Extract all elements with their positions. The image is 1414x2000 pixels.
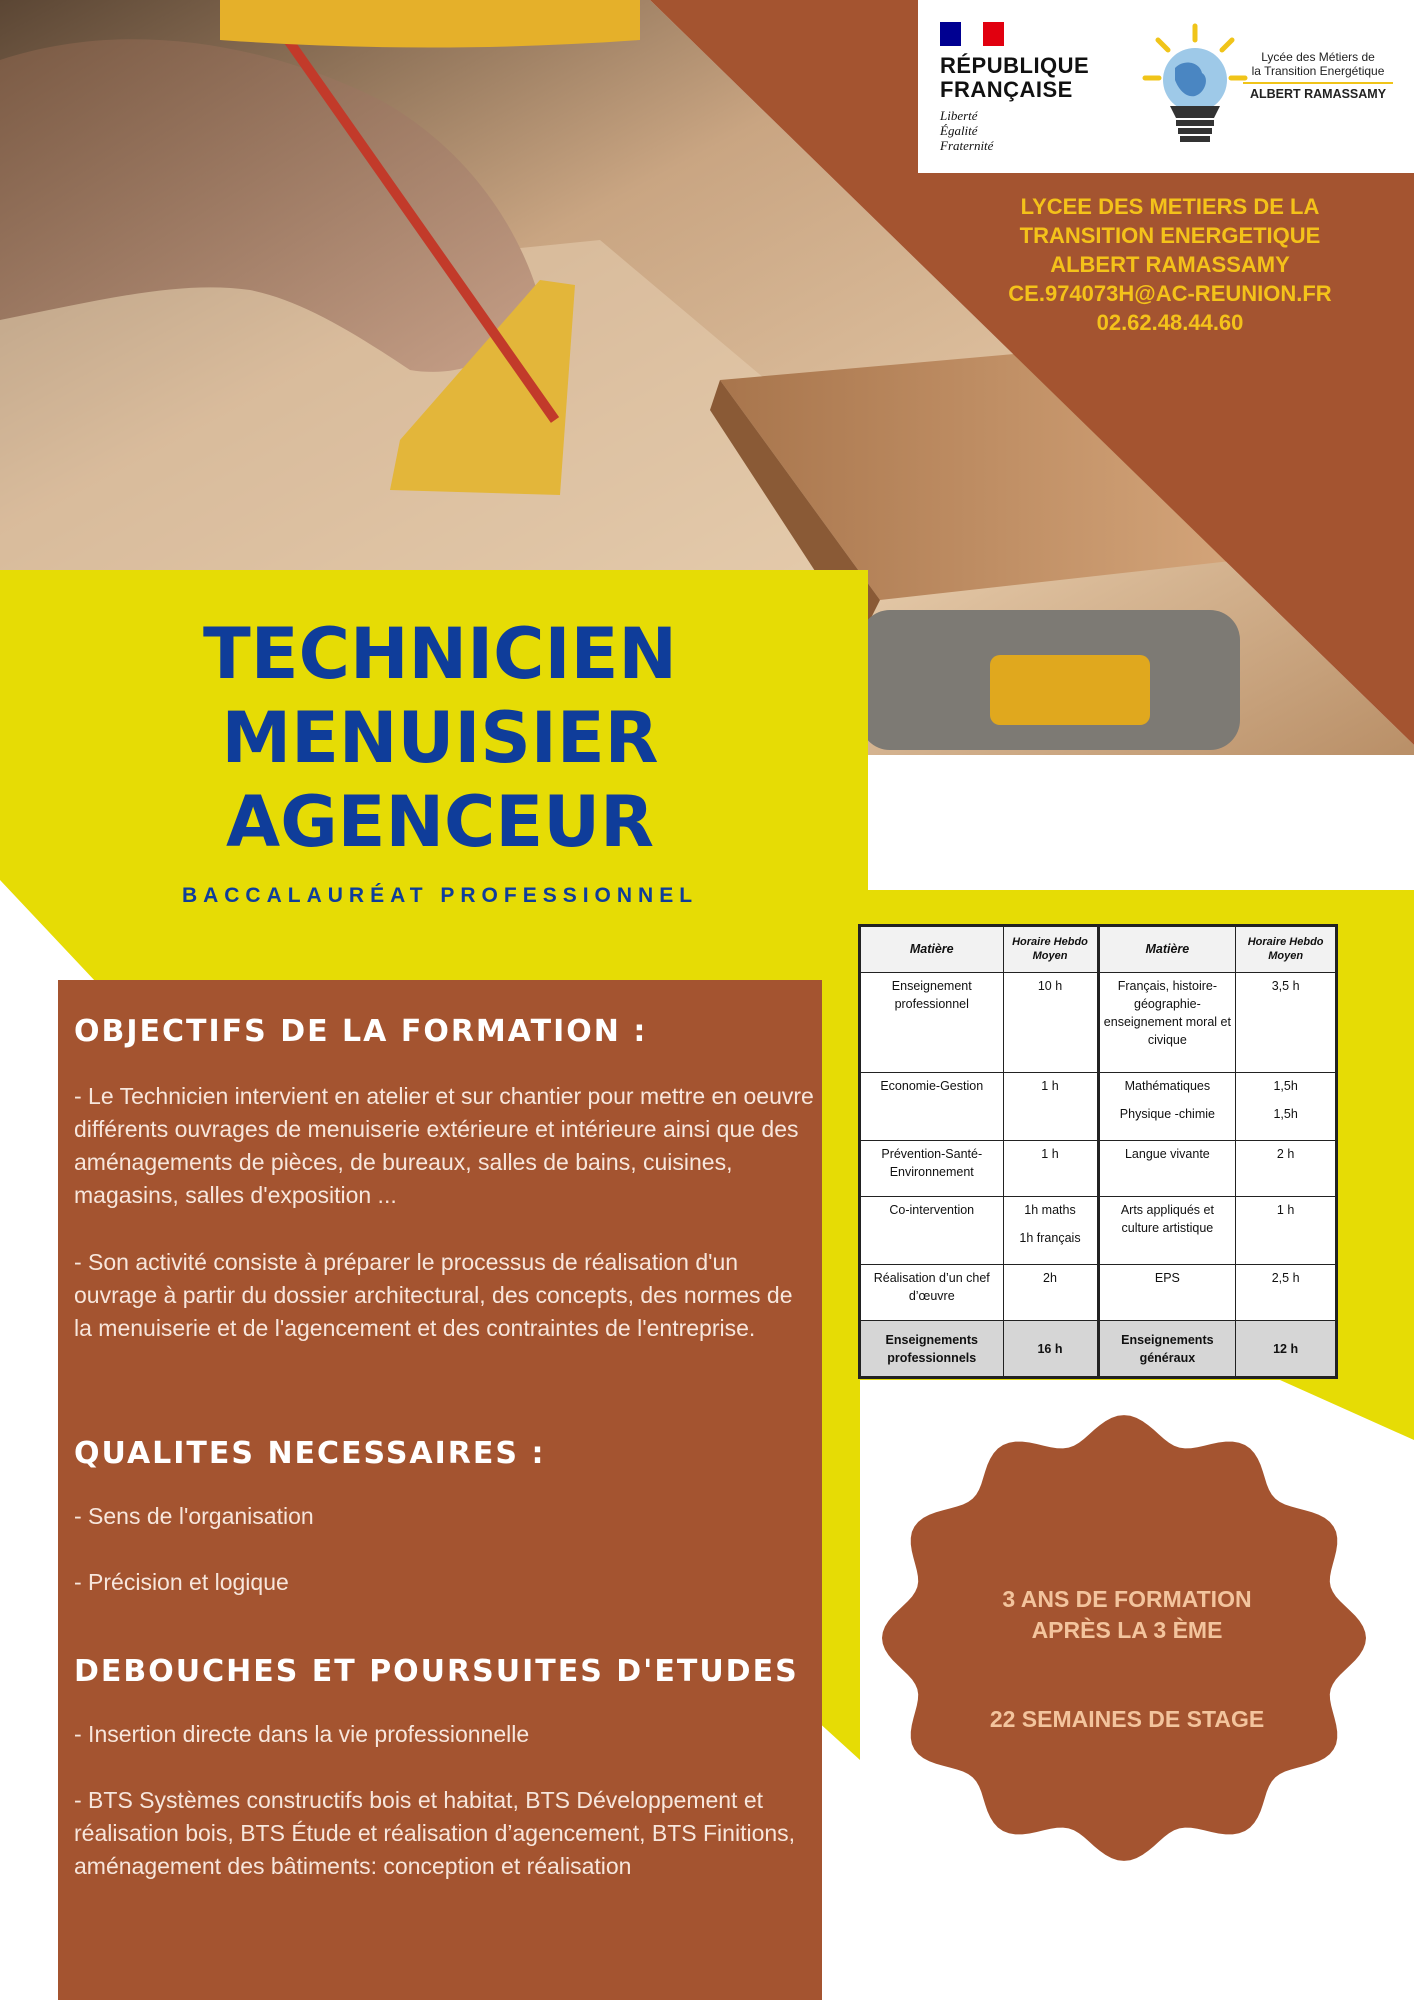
table-header-row bbox=[861, 927, 1336, 973]
qualites-heading: QUALITES NECESSAIRES : bbox=[74, 1436, 546, 1471]
motto-liberte: Liberté bbox=[940, 108, 978, 123]
objectifs-paragraph-2: - Son activité consiste à préparer le processus de réalisation d'un ouvrage à partir du dossier architectural, des concepts, des normes de la menuiserie et de l'agencement et des contraintes de l'entreprise. bbox=[74, 1249, 793, 1341]
title-line1: TECHNICIEN bbox=[203, 613, 677, 695]
total-horaire-1: 16 h bbox=[1003, 1321, 1098, 1377]
republique-line1: RÉPUBLIQUE bbox=[940, 53, 1090, 78]
table-total-row bbox=[861, 1321, 1336, 1377]
contact-email[interactable]: CE.974073H@AC-REUNION.FR bbox=[1008, 281, 1332, 306]
motto-egalite: Égalité bbox=[940, 123, 978, 138]
objectifs-paragraph-1: - Le Technicien intervient en atelier et sur chantier pour mettre en oeuvre différents ouvrages de menuiserie extérieure et intérieure ainsi que des aménagements de pièces, de bureaux, salles de bains, cuisines, magasins, salles d'exposition ... bbox=[74, 1083, 814, 1208]
cell-horaire: 1 h bbox=[1003, 1141, 1098, 1197]
cell-sub-horaire: 1,5h bbox=[1273, 1107, 1298, 1122]
french-flag-icon bbox=[940, 22, 1004, 46]
table-row bbox=[861, 1197, 1336, 1265]
cell-horaire bbox=[1003, 1197, 1098, 1265]
contact-line2: TRANSITION ENERGETIQUE bbox=[1019, 223, 1321, 248]
logo-box bbox=[918, 0, 1414, 173]
cell-matiere: EPS bbox=[1098, 1265, 1236, 1321]
cell-sub-matiere: Physique -chimie bbox=[1119, 1107, 1215, 1122]
objectifs-heading: OBJECTIFS DE LA FORMATION : bbox=[74, 1014, 648, 1049]
cell-sub-horaire: 1h maths bbox=[1024, 1203, 1076, 1218]
total-horaire-2: 12 h bbox=[1236, 1321, 1336, 1377]
debouches-heading: DEBOUCHES ET POURSUITES D'ETUDES bbox=[74, 1654, 799, 1689]
cell-sub-horaire: 1,5h bbox=[1273, 1079, 1298, 1094]
cell-horaire: 1 h bbox=[1236, 1197, 1336, 1265]
page-subtitle: BACCALAURÉAT PROFESSIONNEL bbox=[181, 884, 699, 907]
qualites-item-1: - Sens de l'organisation bbox=[74, 1503, 314, 1529]
cell-horaire: 2h bbox=[1003, 1265, 1098, 1321]
contact-line1: LYCEE DES METIERS DE LA bbox=[1020, 194, 1320, 219]
cell-sub-matiere: Mathématiques bbox=[1124, 1079, 1211, 1094]
lycee-name: ALBERT RAMASSAMY bbox=[1243, 82, 1393, 101]
cell-matiere: Economie-Gestion bbox=[861, 1073, 1004, 1141]
badge-line2: APRÈS LA 3 ÈME bbox=[1031, 1617, 1223, 1643]
cell-matiere: Arts appliqués et culture artistique bbox=[1098, 1197, 1236, 1265]
total-matiere-1: Enseignements professionnels bbox=[861, 1321, 1004, 1377]
lycee-line1: Lycée des Métiers de bbox=[1261, 50, 1375, 64]
cell-matiere: Langue vivante bbox=[1098, 1141, 1236, 1197]
debouches-item-1: - Insertion directe dans la vie professionnelle bbox=[74, 1721, 530, 1747]
table-row bbox=[861, 972, 1336, 1072]
title-line3: AGENCEUR bbox=[226, 781, 654, 863]
cell-horaire bbox=[1236, 1073, 1336, 1141]
contact-block bbox=[960, 192, 1380, 337]
title-line2: MENUISIER bbox=[221, 697, 659, 779]
cell-horaire: 3,5 h bbox=[1236, 972, 1336, 1072]
cell-horaire: 2,5 h bbox=[1236, 1265, 1336, 1321]
badge-line3: 22 SEMAINES DE STAGE bbox=[989, 1706, 1265, 1732]
header-matiere-1: Matière bbox=[861, 927, 1004, 973]
cell-horaire: 2 h bbox=[1236, 1141, 1336, 1197]
cell-matiere: Co-intervention bbox=[861, 1197, 1004, 1265]
table-row bbox=[861, 1073, 1336, 1141]
cell-matiere: Réalisation d’un chef d’œuvre bbox=[861, 1265, 1004, 1321]
cell-horaire: 10 h bbox=[1003, 972, 1098, 1072]
badge-line1: 3 ANS DE FORMATION bbox=[1002, 1586, 1252, 1612]
total-matiere-2: Enseignements généraux bbox=[1098, 1321, 1236, 1377]
qualites-item-2: - Précision et logique bbox=[74, 1569, 289, 1595]
republique-francaise-logo bbox=[940, 22, 1089, 153]
lycee-line2: la Transition Energétique bbox=[1251, 64, 1385, 78]
contact-line3: ALBERT RAMASSAMY bbox=[1050, 252, 1290, 277]
cell-horaire: 1 h bbox=[1003, 1073, 1098, 1141]
page-title bbox=[170, 612, 710, 864]
republique-line2: FRANÇAISE bbox=[940, 77, 1073, 102]
table-row bbox=[861, 1141, 1336, 1197]
table-row bbox=[861, 1265, 1336, 1321]
content-panel bbox=[58, 980, 822, 2000]
cell-matiere bbox=[1098, 1073, 1236, 1141]
cell-matiere: Français, histoire-géographie-enseignement moral et civique bbox=[1098, 972, 1236, 1072]
header-horaire-2: Horaire Hebdo Moyen bbox=[1236, 927, 1336, 973]
cell-matiere: Enseignement professionnel bbox=[861, 972, 1004, 1072]
contact-phone[interactable]: 02.62.48.44.60 bbox=[1096, 310, 1244, 335]
cell-matiere: Prévention-Santé-Environnement bbox=[861, 1141, 1004, 1197]
motto-fraternite: Fraternité bbox=[940, 138, 994, 153]
header-matiere-2: Matière bbox=[1098, 927, 1236, 973]
cell-sub-horaire: 1h français bbox=[1019, 1231, 1081, 1246]
schedule-table bbox=[858, 924, 1338, 1379]
lycee-logo-text bbox=[1243, 50, 1393, 101]
header-horaire-1: Horaire Hebdo Moyen bbox=[1003, 927, 1098, 973]
debouches-item-2: - BTS Systèmes constructifs bois et habitat, BTS Développement et réalisation bois, BTS Étude et réalisation d’agencement, BTS Finitions, aménagement des bâtiments: conception et réalisation bbox=[74, 1787, 796, 1879]
